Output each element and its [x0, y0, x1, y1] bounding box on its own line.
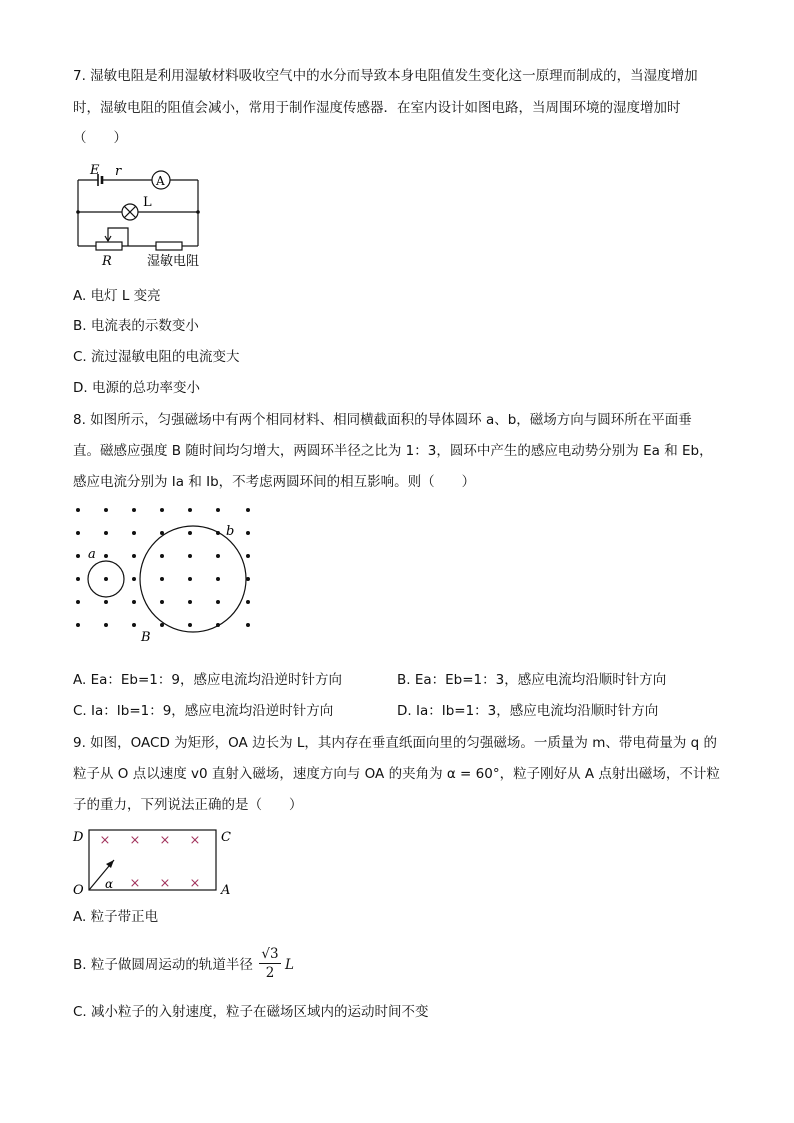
- q8-option-c: C. Ia：Ib=1：9，感应电流均沿逆时针方向: [73, 703, 334, 719]
- field-dot: [76, 531, 80, 535]
- q7-option-a: A. 电灯 L 变亮: [73, 288, 161, 304]
- q7-stem-line-2: 时，湿敏电阻的阻值会减小，常用于制作湿度传感器．在室内设计如图电路，当周围环境的湿度增加时: [73, 100, 681, 116]
- q8-stem-line-1: 8. 如图所示，匀强磁场中有两个相同材料、相同横截面积的导体圆环 a、b，磁场方向与圆环所在平面垂: [73, 412, 692, 428]
- field-dot: [188, 508, 192, 512]
- q7-label-r: r: [115, 164, 122, 179]
- q7-rheostat-label: R: [102, 254, 112, 269]
- field-dot: [216, 600, 220, 604]
- field-cross-icon: ×: [189, 833, 201, 848]
- q8-magnetic-field-diagram: [68, 500, 268, 650]
- field-cross-icon: ×: [159, 876, 171, 891]
- field-dot: [188, 600, 192, 604]
- q9-option-a: A. 粒子带正电: [73, 909, 159, 925]
- field-dot: [246, 623, 250, 627]
- q7-sensor-label: 湿敏电阻: [147, 254, 200, 269]
- q7-option-b: B. 电流表的示数变小: [73, 318, 199, 334]
- field-cross-icon: ×: [159, 833, 171, 848]
- field-dot: [188, 554, 192, 558]
- q9-fraction-denominator: 2: [265, 965, 275, 981]
- field-dot: [188, 531, 192, 535]
- q9-stem-line-3: 子的重力，下列说法正确的是（ ）: [73, 797, 303, 813]
- field-dot: [132, 600, 136, 604]
- field-dot: [132, 623, 136, 627]
- q8-stem-line-3: 感应电流分别为 Ia 和 Ib，不考虑两圆环间的相互影响。则（ ）: [73, 474, 476, 490]
- q8-label-B: B: [141, 630, 151, 645]
- field-dot: [160, 508, 164, 512]
- q9-option-b-fraction: [259, 945, 281, 982]
- q9-rectangle-field-diagram: [70, 820, 240, 898]
- q9-fraction-numerator: √3: [259, 945, 281, 964]
- field-dot: [188, 623, 192, 627]
- field-dot: [104, 554, 108, 558]
- q7-option-d: D. 电源的总功率变小: [73, 380, 200, 396]
- field-dot: [160, 600, 164, 604]
- q9-option-b-unit: L: [285, 957, 294, 973]
- q7-lamp-label: L: [143, 195, 152, 210]
- q8-label-a: a: [88, 547, 96, 562]
- q9-stem-line-2: 粒子从 O 点以速度 v0 直射入磁场，速度方向与 OA 的夹角为 α = 60°，粒子刚好从 A 点射出磁场，不计粒: [73, 766, 720, 782]
- q9-label-A: A: [221, 883, 231, 898]
- q7-option-c: C. 流过湿敏电阻的电流变大: [73, 349, 240, 365]
- field-dot: [160, 554, 164, 558]
- field-dot: [104, 600, 108, 604]
- field-cross-icon: ×: [129, 833, 141, 848]
- field-dot: [216, 508, 220, 512]
- field-dot: [246, 531, 250, 535]
- q9-stem-line-1: 9. 如图，OACD 为矩形，OA 边长为 L，其内存在垂直纸面向里的匀强磁场。一质量为 m、带电荷量为 q 的: [73, 735, 717, 751]
- q9-option-b-text: B. 粒子做圆周运动的轨道半径: [73, 957, 253, 973]
- q7-stem-line-1: 7. 湿敏电阻是利用湿敏材料吸收空气中的水分而导致本身电阻值发生变化这一原理而制成的，当湿度增加: [73, 68, 698, 84]
- q7-label-E: E: [90, 163, 100, 178]
- q9-label-O: O: [73, 883, 84, 898]
- q9-label-C: C: [221, 830, 231, 845]
- field-dot: [76, 600, 80, 604]
- field-cross-icon: ×: [129, 876, 141, 891]
- q8-option-b: B. Ea：Eb=1：3，感应电流均沿顺时针方向: [397, 672, 667, 688]
- q8-stem-line-2: 直。磁感应强度 B 随时间均匀增大，两圆环半径之比为 1：3，圆环中产生的感应电动势分别为 Ea 和 Eb，: [73, 443, 713, 459]
- q9-label-D: D: [73, 830, 84, 845]
- field-dot: [132, 554, 136, 558]
- field-dot: [246, 600, 250, 604]
- q9-option-c: C. 减小粒子的入射速度，粒子在磁场区域内的运动时间不变: [73, 1004, 429, 1020]
- field-dot: [76, 577, 80, 581]
- field-dot: [132, 531, 136, 535]
- q8-option-a: A. Ea：Eb=1：9，感应电流均沿逆时针方向: [73, 672, 342, 688]
- field-dot: [104, 623, 108, 627]
- field-dot: [216, 577, 220, 581]
- field-dot: [132, 577, 136, 581]
- field-dot: [76, 623, 80, 627]
- field-dot: [132, 508, 136, 512]
- q7-ammeter-label: A: [156, 174, 165, 188]
- q8-label-b: b: [226, 524, 235, 539]
- field-dot: [216, 554, 220, 558]
- field-dot: [104, 577, 108, 581]
- field-dot: [104, 508, 108, 512]
- ring-b: [140, 526, 246, 632]
- field-dot: [188, 577, 192, 581]
- q9-label-alpha: α: [105, 877, 114, 891]
- field-dot: [104, 531, 108, 535]
- field-dot: [160, 577, 164, 581]
- q7-circuit-diagram: [70, 160, 220, 272]
- field-dot: [246, 554, 250, 558]
- q7-stem-line-3: （ ）: [73, 130, 127, 146]
- q8-option-d: D. Ia：Ib=1：3，感应电流均沿顺时针方向: [397, 703, 659, 719]
- field-dot: [76, 508, 80, 512]
- field-cross-icon: ×: [189, 876, 201, 891]
- field-dot: [246, 577, 250, 581]
- field-cross-icon: ×: [99, 833, 111, 848]
- field-dot: [246, 508, 250, 512]
- field-dot: [76, 554, 80, 558]
